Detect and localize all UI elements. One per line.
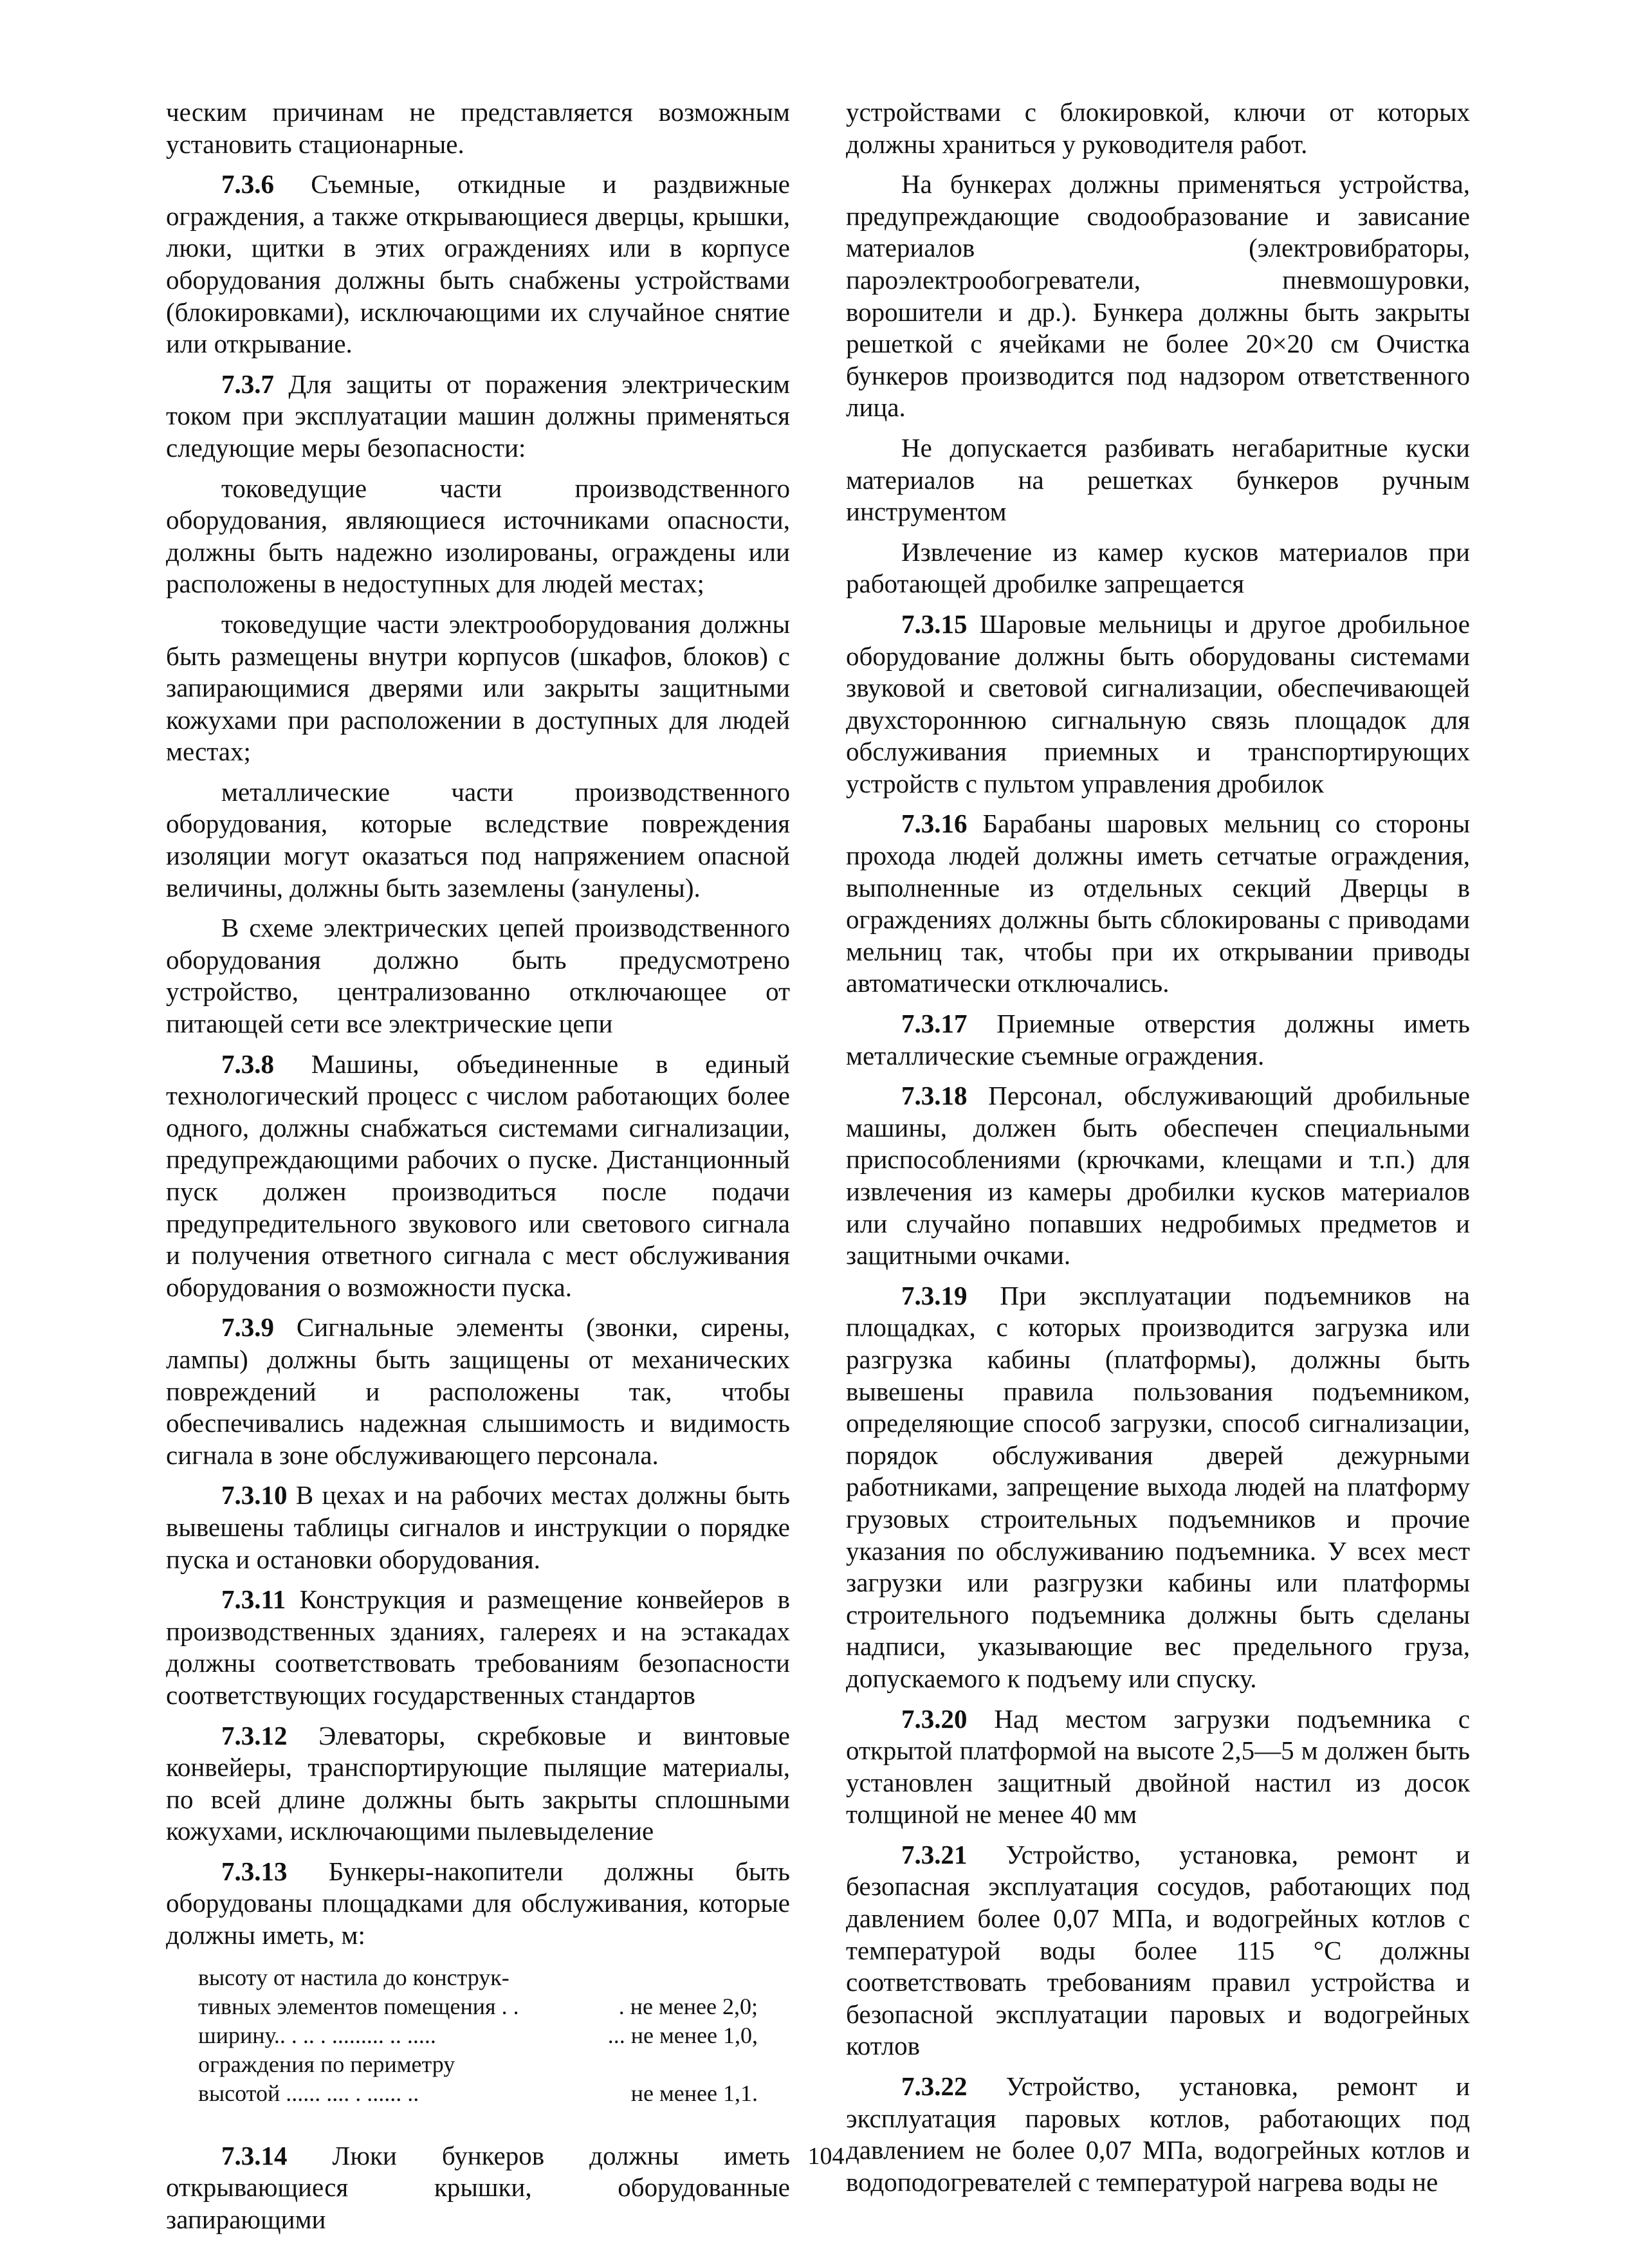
right-column [846, 96, 1470, 2206]
spec-label: высотой ...... .... . ...... .. [198, 2080, 419, 2106]
clause-number: 7.3.10 [221, 1480, 288, 1510]
paragraph-r7318 [846, 1080, 1470, 1272]
paragraph-p0 [166, 96, 790, 160]
paragraph-text: токоведущие части производственного оборудования, являющиеся источниками опасности, должны быть надежно изолированы, ограждены или расположены в недоступных для людей местах; [166, 473, 790, 599]
paragraph-text: Персонал, обслуживающий дробильные машины, должен быть обеспечен специальными приспособлениями (крючками, клещами и т.п.) для извлечения из камеры дробилки кусков материалов или случайно попавших недробимых предметов и защитными очками. [846, 1081, 1470, 1270]
paragraph-text: Устройство, установка, ремонт и эксплуатация паровых котлов, работающих под давлением не более 0,07 МПа, водогрейных котлов и водоподогревателей с температурой нагрева воды не [846, 2071, 1470, 2197]
spec-row [198, 2079, 758, 2108]
spec-value [751, 1963, 758, 1992]
clause-number: 7.3.12 [221, 1720, 288, 1750]
paragraph-text: Элеваторы, скребковые и винтовые конвейеры, транспортирующие пылящие материалы, по всей длине должны быть закрыты сплошными кожухами, исключающими пылевыделение [166, 1720, 790, 1846]
paragraph-text: Извлечение из камер кусков материалов при работающей дробилке запрещается [846, 536, 1470, 599]
paragraph-r7315 [846, 609, 1470, 800]
spec-value: ... не менее 1,0, [607, 2022, 758, 2048]
paragraph-text: В цехах и на рабочих местах должны быть вывешены таблицы сигналов и инструкции о порядке пуска и остановки оборудования. [166, 1480, 790, 1574]
clause-number: 7.3.9 [221, 1312, 274, 1343]
left-column [166, 96, 790, 2244]
paragraph-p737a [166, 473, 790, 600]
paragraph-text: металлические части производственного оборудования, которые вследствие повреждения изоляции могут оказаться под напряжением опасной величины, должны быть заземлены (занулены). [166, 776, 790, 903]
paragraph-text: Люки бункеров должны иметь открывающиеся крышки, оборудованные запирающими [166, 2140, 790, 2234]
clause-number: 7.3.7 [221, 369, 274, 399]
clause-number: 7.3.17 [901, 1009, 968, 1039]
paragraph-text: Шаровые мельницы и другое дробильное оборудование должны быть оборудованы системами звуковой и световой сигнализации, обеспечивающей двухстороннюю сигнальную связь площадок для обслуживания приемных и транспортирующих устройств с пультом управления дробилок [846, 609, 1470, 798]
paragraph-text: устройствами с блокировкой, ключи от которых должны храниться у руководителя работ. [846, 97, 1470, 159]
paragraph-p736 [166, 169, 790, 360]
paragraph-p7310 [166, 1480, 790, 1575]
paragraph-text: токоведущие части электрооборудования должны быть размещены внутри корпусов (шкафов, блоков) с запирающимися дверями или закрыты защитными кожухами при расположении в доступных для людей местах; [166, 609, 790, 767]
paragraph-p7313 [166, 1856, 790, 1952]
paragraph-text: Для защиты от поражения электрическим током при эксплуатации машин должны применяться следующие меры безопасности: [166, 369, 790, 463]
paragraph-r0 [846, 96, 1470, 160]
spec-label: высоту от настила до конструк- [198, 1964, 509, 1990]
spec-label: тивных элементов помещения . . [198, 1993, 519, 2019]
paragraph-text: Машины, объединенные в единый технологический процесс с числом работающих более одного, должны снабжаться системами сигнализации, предупреждающими рабочих о пуске. Дистанционный пуск должен производиться после подачи предупредительного звукового или светового сигнала и получения ответного сигнала с мест обслуживания оборудования о возможности пуска. [166, 1049, 790, 1302]
paragraph-text: Бункеры-накопители должны быть оборудованы площадками для обслуживания, которые должны иметь, м: [166, 1856, 790, 1950]
spec-value: не менее 1,1. [630, 2080, 758, 2106]
spec-row [198, 1992, 758, 2021]
clause-number: 7.3.21 [901, 1839, 968, 1869]
clause-number: 7.3.14 [221, 2140, 288, 2170]
paragraph-p739 [166, 1312, 790, 1471]
paragraph-text: В схеме электрических цепей производственного оборудования должно быть предусмотрено устройство, централизованно отключающее от питающей сети все электрические цепи [166, 913, 790, 1039]
paragraph-p7311 [166, 1584, 790, 1711]
paragraph-text: Конструкция и размещение конвейеров в производственных зданиях, галереях и на эстакадах должны соответствовать требованиям безопасности соответствующих государственных стандартов [166, 1584, 790, 1710]
paragraph-p7312 [166, 1720, 790, 1848]
paragraph-p737b [166, 609, 790, 768]
paragraph-text: Над местом загрузки подъемника с открытой платформой на высоте 2,5—5 м должен быть установлен защитный двойной настил из досок толщиной не менее 40 мм [846, 1703, 1470, 1829]
paragraph-text: Устройство, установка, ремонт и безопасная эксплуатация сосудов, работающих под давлением более 0,07 МПа, и водогрейных котлов с температурой воды более 115 °С должны соответствовать требованиям правил устройства и безопасной эксплуатации паровых и водогрейных котлов [846, 1839, 1470, 2061]
paragraph-p737c [166, 776, 790, 904]
left-paragraphs [166, 96, 790, 1952]
clause-number: 7.3.8 [221, 1049, 274, 1079]
paragraph-text: Сигнальные элементы (звонки, сирены, лампы) должны быть защищены от механических повреждений и расположены так, чтобы обеспечивались надежная слышимость и видимость сигнала в зоне обслуживающего персонала. [166, 1312, 790, 1470]
spec-row [198, 1963, 758, 1992]
spec-row [198, 2050, 758, 2079]
paragraph-r7317 [846, 1008, 1470, 1072]
paragraph-text: Съемные, откидные и раздвижные ограждения, а также открывающиеся дверцы, крышки, люки, щитки в этих ограждениях или в корпусе оборудования должны быть снабжены устройствами (блокировками), исключающими их случайное снятие или открывание. [166, 169, 790, 359]
paragraph-r7319 [846, 1280, 1470, 1695]
paragraph-text: ческим причинам не представляется возможным установить стационарные. [166, 97, 790, 159]
clause-number: 7.3.16 [901, 809, 968, 839]
paragraph-r7316 [846, 808, 1470, 1000]
clause-number: 7.3.22 [901, 2071, 968, 2102]
paragraph-r7322 [846, 2071, 1470, 2198]
clause-number: 7.3.20 [901, 1703, 968, 1734]
paragraph-r1 [846, 169, 1470, 424]
paragraph-r2 [846, 432, 1470, 528]
clause-number: 7.3.18 [901, 1081, 968, 1111]
spec-row [198, 2021, 758, 2050]
spec-value [751, 2050, 758, 2079]
clause-number: 7.3.15 [901, 609, 968, 639]
paragraph-text: Приемные отверстия должны иметь металлические съемные ограждения. [846, 1009, 1470, 1070]
bunker-platform-specs [198, 1963, 790, 2108]
clause-number: 7.3.11 [221, 1584, 286, 1615]
paragraph-text: При эксплуатации подъемников на площадках, с которых производится загрузка или разгрузка кабины (платформы), должны быть вывешены правила пользования подъемником, определяющие способ загрузки, способ сигнализации, порядок обслуживания дверей дежурными работниками, запрещение выхода людей на платформу грузовых строительных подъемников и прочие указания по обслуживанию подъемника. У всех мест загрузки или разгрузки кабины или платформы строительного подъемника должны быть сделаны надписи, указывающие вес предельного груза, допускаемого к подъему или спуску. [846, 1280, 1470, 1693]
clause-number: 7.3.13 [221, 1856, 288, 1886]
paragraph-text: На бункерах должны применяться устройства, предупреждающие сводообразование и зависание материалов (электровибраторы, пароэлектрообогреватели, пневмошуровки, ворошители и др.). Бункера должны быть закрыты решеткой с ячейками не более 20×20 см Очистка бункеров производится под надзором ответственного лица. [846, 169, 1470, 423]
paragraph-text: Барабаны шаровых мельниц со стороны прохода людей должны иметь сетчатые ограждения, выполненные из отдельных секций Дверцы в ограждениях должны быть сблокированы с приводами мельниц так, чтобы при их открывании приводы автоматически отключались. [846, 809, 1470, 998]
spec-label: ограждения по периметру [198, 2051, 455, 2077]
paragraph-p737 [166, 369, 790, 464]
spec-value: . не менее 2,0; [618, 1993, 758, 2019]
paragraph-p738 [166, 1049, 790, 1304]
paragraph-r7321 [846, 1839, 1470, 2062]
page-number: 104 [807, 2143, 845, 2170]
paragraph-r3 [846, 536, 1470, 600]
spec-label: ширину.. . .. . ......... .. ..... [198, 2022, 436, 2048]
paragraph-text: Не допускается разбивать негабаритные куски материалов на решетках бункеров ручным инструментом [846, 432, 1470, 527]
clause-number: 7.3.19 [901, 1280, 968, 1310]
paragraph-r7320 [846, 1703, 1470, 1831]
clause-number: 7.3.6 [221, 169, 274, 199]
paragraph-p737d [166, 912, 790, 1040]
